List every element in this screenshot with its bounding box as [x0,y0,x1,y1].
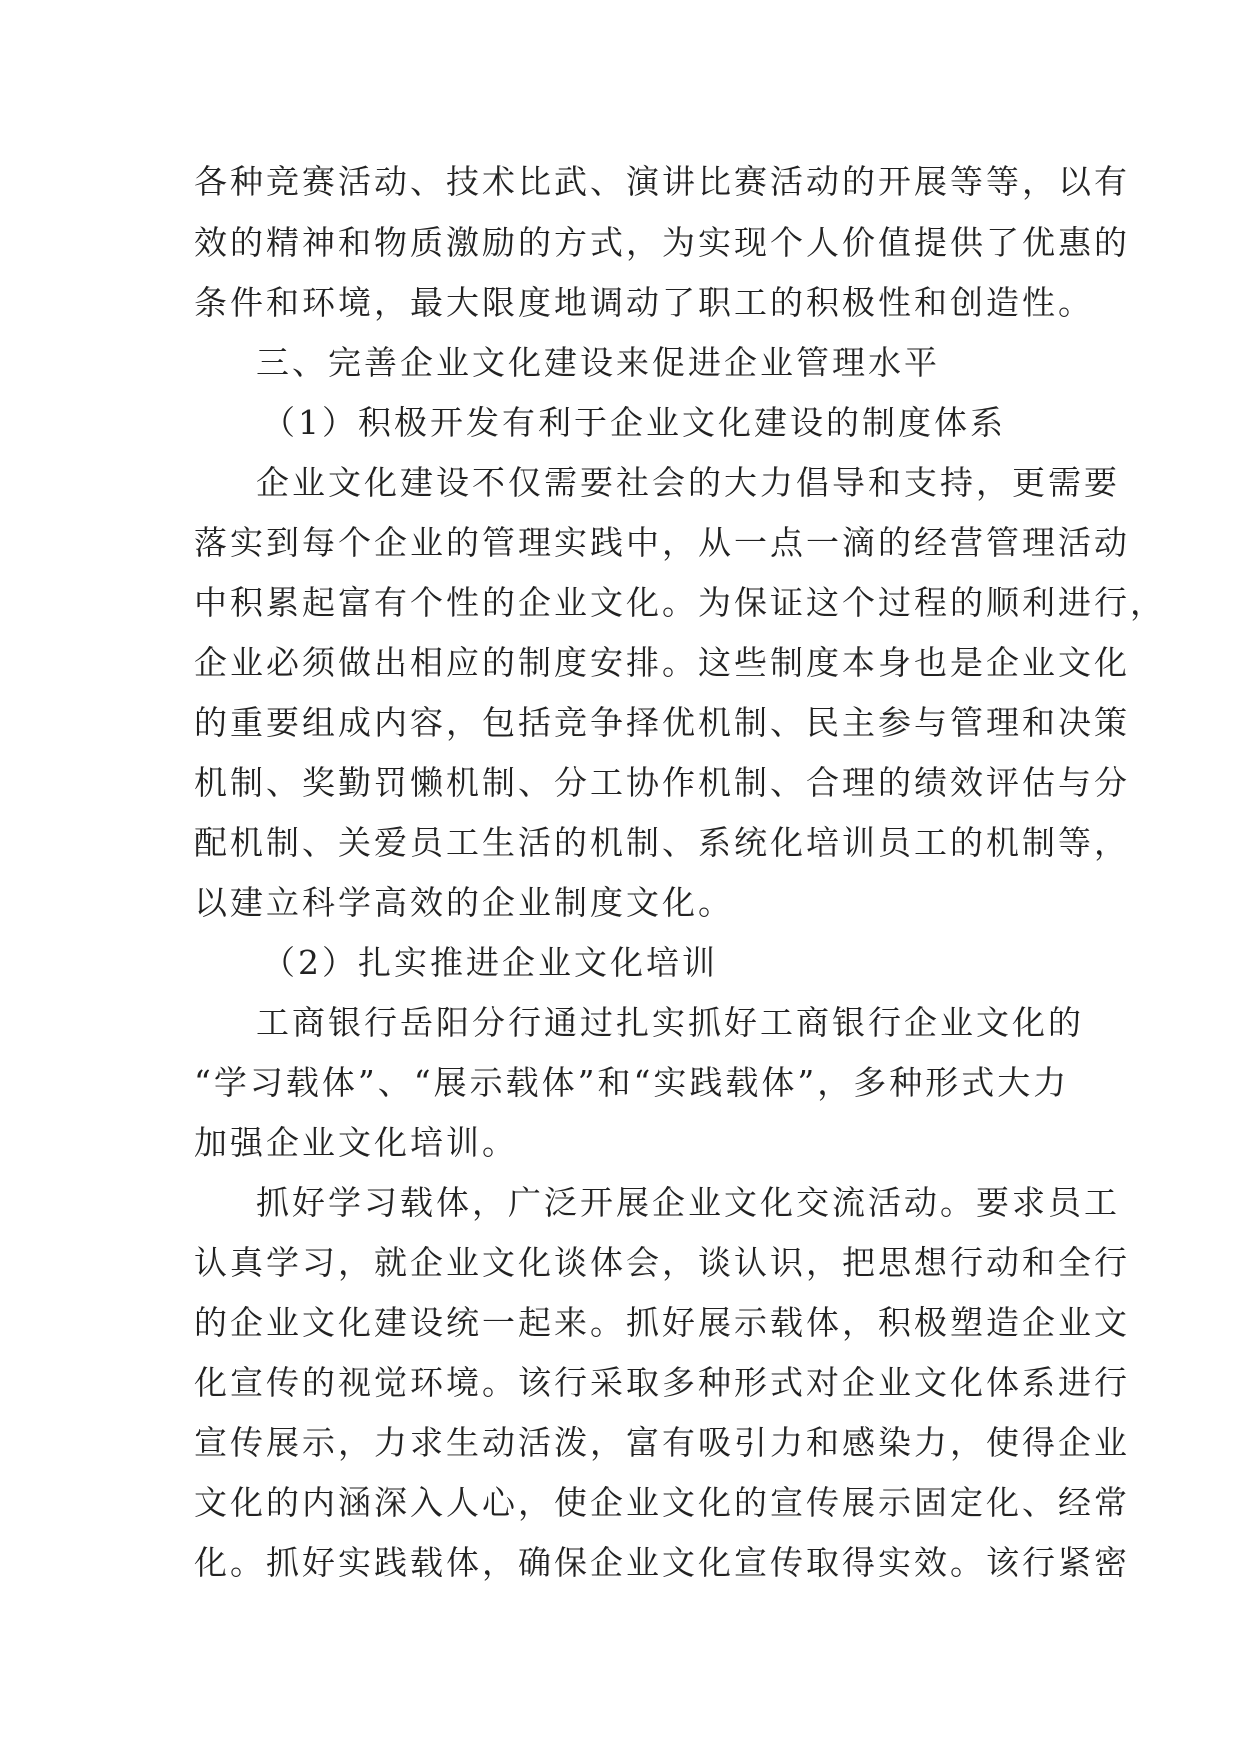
text-line: 效的精神和物质激励的方式，为实现个人价值提供了优惠的 [194,223,1130,262]
paragraph-first-line: 抓好学习载体，广泛开展企业文化交流活动。要求员工 [256,1183,1120,1222]
text-line: 认真学习，就企业文化谈体会，谈认识，把思想行动和全行 [194,1243,1130,1282]
text-line: 化。抓好实践载体，确保企业文化宣传取得实效。该行紧密 [194,1543,1130,1582]
subsection-heading: （2）扎实推进企业文化培训 [262,943,718,982]
text-line: 的企业文化建设统一起来。抓好展示载体，积极塑造企业文 [194,1303,1130,1342]
subsection-heading: （1）积极开发有利于企业文化建设的制度体系 [262,403,1006,442]
text-line: 企业必须做出相应的制度安排。这些制度本身也是企业文化 [194,643,1130,682]
text-line: 加强企业文化培训。 [194,1123,518,1162]
text-line: “学习载体”、“展示载体”和“实践载体”，多种形式大力 [194,1063,1070,1102]
section-heading: 三、完善企业文化建设来促进企业管理水平 [256,343,940,382]
text-line: 的重要组成内容，包括竞争择优机制、民主参与管理和决策 [194,703,1130,742]
paragraph-first-line: 企业文化建设不仅需要社会的大力倡导和支持，更需要 [256,463,1120,502]
text-line: 机制、奖勤罚懒机制、分工协作机制、合理的绩效评估与分 [194,763,1130,802]
text-line: 条件和环境，最大限度地调动了职工的积极性和创造性。 [194,283,1094,322]
text-line: 各种竞赛活动、技术比武、演讲比赛活动的开展等等，以有 [194,162,1130,201]
text-line: 落实到每个企业的管理实践中，从一点一滴的经营管理活动 [194,523,1130,562]
text-line: 配机制、关爱员工生活的机制、系统化培训员工的机制等， [194,823,1130,862]
paragraph-first-line: 工商银行岳阳分行通过扎实抓好工商银行企业文化的 [256,1003,1084,1042]
text-line: 化宣传的视觉环境。该行采取多种形式对企业文化体系进行 [194,1363,1130,1402]
text-line: 文化的内涵深入人心，使企业文化的宣传展示固定化、经常 [194,1483,1130,1522]
text-line: 以建立科学高效的企业制度文化。 [194,883,734,922]
text-line: 中积累起富有个性的企业文化。为保证这个过程的顺利进行， [194,583,1166,622]
text-line: 宣传展示，力求生动活泼，富有吸引力和感染力，使得企业 [194,1423,1130,1462]
